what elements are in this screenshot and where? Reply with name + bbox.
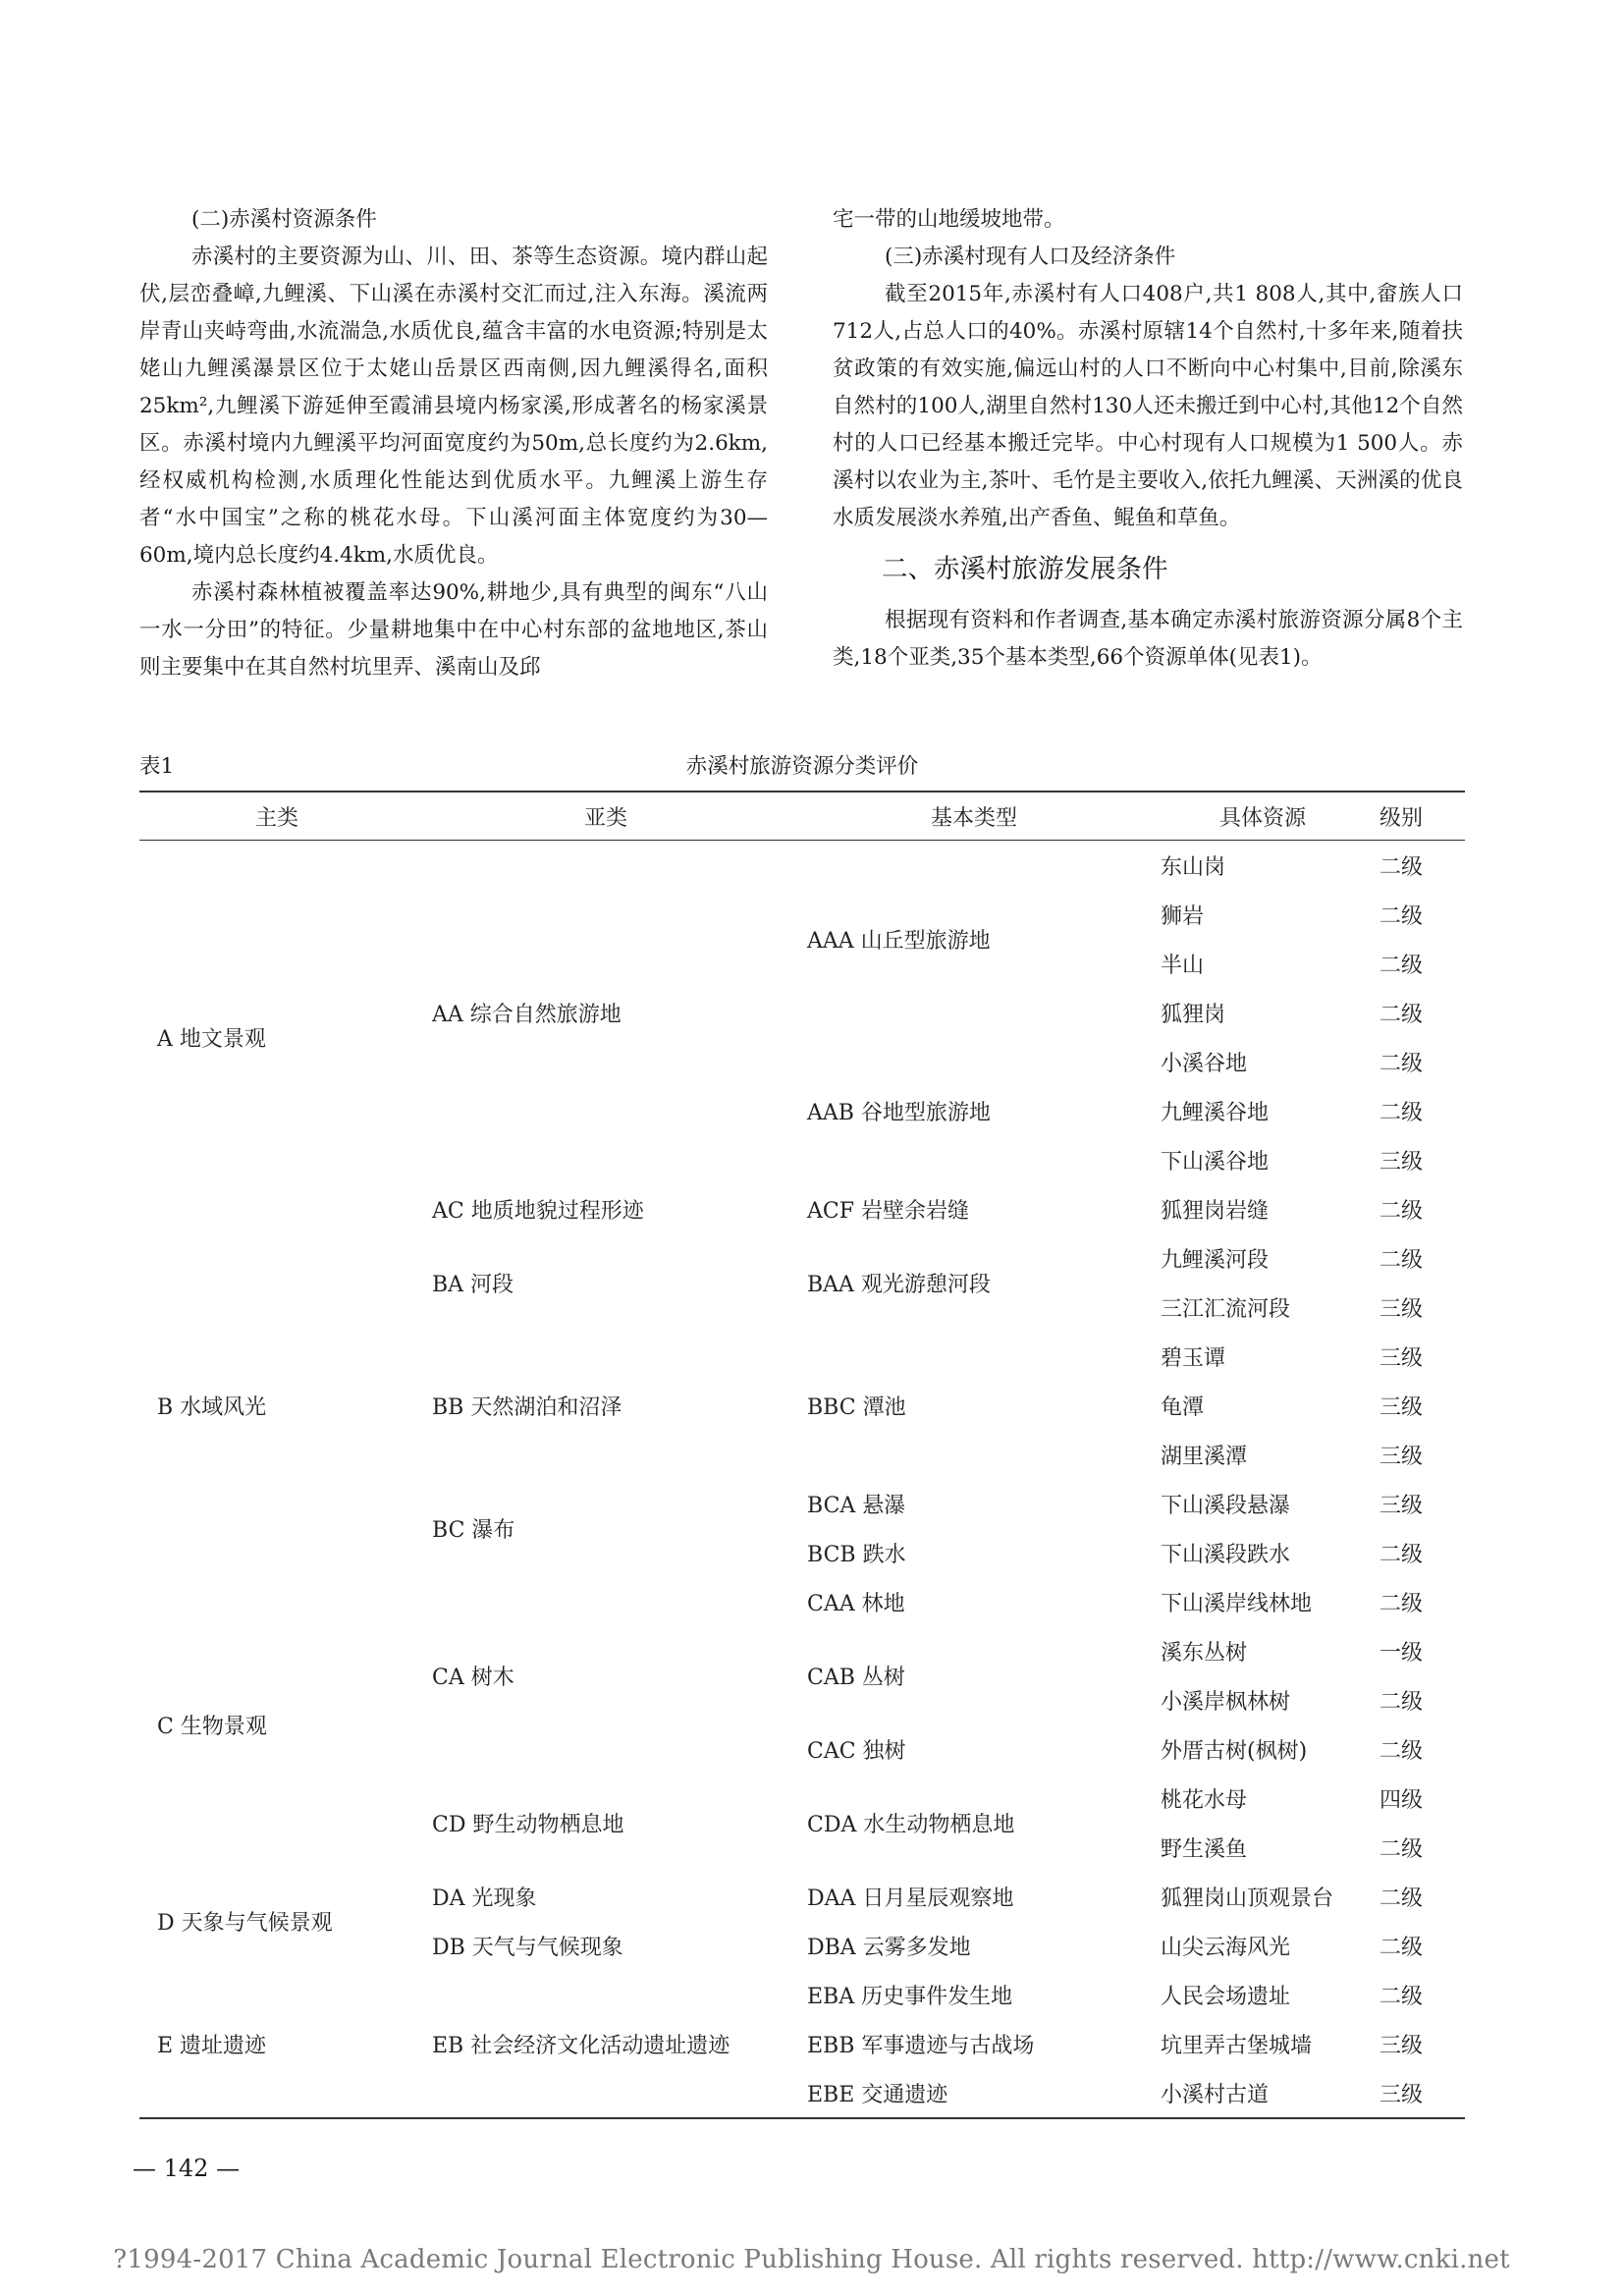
sub-category-cell: BB 天然湖泊和沼泽 [432, 1394, 622, 1420]
level-cell: 三级 [1379, 2033, 1423, 2058]
header-sub-category: 亚类 [414, 792, 797, 841]
basic-type-cell: EBA 历史事件发生地 [807, 1984, 1013, 2009]
resource-cell: 半山 [1161, 953, 1205, 978]
sub-category-cell: EB 社会经济文化活动遗址遗迹 [432, 2033, 730, 2058]
basic-type-cell: BBC 潭池 [807, 1394, 906, 1420]
page-number: — 142 — [133, 2155, 241, 2182]
basic-type-cell: AAA 山丘型旅游地 [807, 928, 991, 954]
level-cell: 三级 [1379, 2082, 1423, 2107]
basic-type-cell: CAA 林地 [807, 1591, 905, 1616]
header-level: 级别 [1337, 792, 1465, 841]
level-cell: 二级 [1379, 1198, 1423, 1224]
resource-cell: 桃花水母 [1161, 1787, 1248, 1813]
basic-type-cell: DAA 日月星辰观察地 [807, 1886, 1014, 1911]
paragraph-population: 截至2015年,赤溪村有人口408户,共1 808人,其中,畲族人口712人,占总人口的40%。赤溪村原辖14个自然村,十多年来,随着扶贫政策的有效实施,偏远山村的人口不断向中心村集中,目前,除溪东自然村的100人,湖里自然村130人还未搬迁到中心村,其他12个自然村的人口已经基本搬迁完毕。中心村现有人口规模为1 500人。赤溪村以农业为主,茶叶、毛竹是主要收入,依托九鲤溪、天洲溪的优良水质发展淡水养殖,出产香鱼、鲲鱼和草鱼。 [833, 282, 1463, 530]
table-caption [139, 749, 1465, 785]
basic-type-cell: CAC 独树 [807, 1738, 906, 1764]
right-column [833, 201, 1463, 677]
level-cell: 三级 [1379, 1493, 1423, 1518]
main-category-cell: A 地文景观 [157, 1026, 266, 1052]
basic-type-cell: BCA 悬瀑 [807, 1493, 906, 1518]
level-cell: 二级 [1379, 1984, 1423, 2009]
resource-cell: 下山溪谷地 [1161, 1149, 1270, 1175]
section-heading-tourism: 二、赤溪村旅游发展条件 [882, 554, 1168, 584]
paragraph-tourism: 根据现有资料和作者调查,基本确定赤溪村旅游资源分属8个主类,18个亚类,35个基本类型,66个资源单体(见表1)。 [833, 608, 1463, 670]
sub-category-cell: AC 地质地貌过程形迹 [432, 1198, 644, 1224]
resource-cell: 人民会场遗址 [1161, 1984, 1291, 2009]
resource-cell: 龟潭 [1161, 1394, 1205, 1420]
table-row [139, 841, 1465, 891]
sub-category-cell: CD 野生动物栖息地 [432, 1812, 624, 1837]
main-category-cell: C 生物景观 [157, 1714, 267, 1739]
basic-type-cell: EBB 军事遗迹与古战场 [807, 2033, 1035, 2058]
resource-cell: 东山岗 [1161, 854, 1226, 880]
level-cell: 二级 [1379, 1542, 1423, 1567]
basic-type-cell: CAB 丛树 [807, 1665, 905, 1690]
sub-heading-resources: (二)赤溪村资源条件 [191, 207, 377, 232]
level-cell: 四级 [1379, 1787, 1423, 1813]
sub-category-cell: DA 光现象 [432, 1886, 537, 1911]
resource-cell: 狐狸岗岩缝 [1161, 1198, 1270, 1224]
level-cell: 三级 [1379, 1345, 1423, 1371]
basic-type-cell: ACF 岩壁余岩缝 [807, 1198, 969, 1224]
level-cell: 二级 [1379, 1591, 1423, 1616]
resource-cell: 碧玉谭 [1161, 1345, 1226, 1371]
main-category-cell: B 水域风光 [157, 1394, 267, 1420]
paragraph-resources: 赤溪村的主要资源为山、川、田、茶等生态资源。境内群山起伏,层峦叠嶂,九鲤溪、下山溪在赤溪村交汇而过,注入东海。溪流两岸青山夹峙弯曲,水流湍急,水质优良,蕴含丰富的水电资源;特别是太姥山九鲤溪瀑景区位于太姥山岳景区西南侧,因九鲤溪得名,面积25km²,九鲤溪下游延伸至霞浦县境内杨家溪,形成著名的杨家溪景区。赤溪村境内九鲤溪平均河面宽度约为50m,总长度约为2.6km,经权威机构检测,水质理化性能达到优质水平。九鲤溪上游生存者“水中国宝”之称的桃花水母。下山溪河面主体宽度约为30—60m,境内总长度约4.4km,水质优良。 [139, 245, 768, 568]
level-cell: 二级 [1379, 1002, 1423, 1027]
resource-table [139, 791, 1465, 2119]
level-cell: 二级 [1379, 1100, 1423, 1125]
sub-category-cell: CA 树木 [432, 1665, 514, 1690]
level-cell: 二级 [1379, 1886, 1423, 1911]
basic-type-cell: CDA 水生动物栖息地 [807, 1812, 1015, 1837]
copyright-footer: ?1994-2017 China Academic Journal Electronic Publishing House. All rights reserved. http://www.cnki.net [113, 2245, 1510, 2274]
resource-cell: 坑里弄古堡城墙 [1161, 2033, 1313, 2058]
level-cell: 二级 [1379, 1738, 1423, 1764]
resource-cell: 外厝古树(枫树) [1161, 1738, 1308, 1764]
resource-cell: 湖里溪潭 [1161, 1444, 1248, 1469]
level-cell: 二级 [1379, 1935, 1423, 1960]
basic-type-cell: AAB 谷地型旅游地 [807, 1100, 991, 1125]
resource-cell: 山尖云海风光 [1161, 1935, 1291, 1960]
resource-cell: 狐狸岗山顶观景台 [1161, 1886, 1334, 1911]
level-cell: 二级 [1379, 1051, 1423, 1076]
table-row [139, 1970, 1465, 2019]
sub-category-cell: AA 综合自然旅游地 [432, 1002, 622, 1027]
main-category-cell: E 遗址遗迹 [157, 2033, 267, 2058]
header-resource: 具体资源 [1151, 792, 1337, 841]
level-cell: 三级 [1379, 1444, 1423, 1469]
table-row [139, 1577, 1465, 1626]
basic-type-cell: EBE 交通遗迹 [807, 2082, 948, 2107]
header-basic-type: 基本类型 [797, 792, 1151, 841]
basic-type-cell: DBA 云雾多发地 [807, 1935, 971, 1960]
paragraph-forest-continued: 宅一带的山地缓坡地带。 [833, 207, 1065, 232]
resource-cell: 三江汇流河段 [1161, 1296, 1291, 1322]
level-cell: 三级 [1379, 1394, 1423, 1420]
resource-cell: 狮岩 [1161, 903, 1205, 929]
table-row [139, 1233, 1465, 1283]
left-column [139, 201, 768, 686]
resource-cell: 小溪村古道 [1161, 2082, 1270, 2107]
table-row [139, 1872, 1465, 1921]
resource-cell: 溪东丛树 [1161, 1640, 1248, 1666]
sub-category-cell: BA 河段 [432, 1272, 514, 1297]
resource-cell: 野生溪鱼 [1161, 1836, 1248, 1862]
resource-cell: 下山溪岸线林地 [1161, 1591, 1313, 1616]
sub-category-cell: BC 瀑布 [432, 1517, 515, 1543]
resource-cell: 九鲤溪谷地 [1161, 1100, 1270, 1125]
paragraph-forest: 赤溪村森林植被覆盖率达90%,耕地少,具有典型的闽东“八山一水一分田”的特征。少量耕地集中在中心村东部的盆地地区,茶山则主要集中在其自然村坑里弄、溪南山及邱 [139, 580, 768, 680]
table-title: 赤溪村旅游资源分类评价 [685, 754, 919, 779]
basic-type-cell: BCB 跌水 [807, 1542, 906, 1567]
level-cell: 二级 [1379, 854, 1423, 880]
main-category-cell: D 天象与气候景观 [157, 1910, 333, 1936]
resource-cell: 狐狸岗 [1161, 1002, 1226, 1027]
level-cell: 二级 [1379, 1836, 1423, 1862]
table-number: 表1 [139, 754, 175, 779]
resource-cell: 小溪谷地 [1161, 1051, 1248, 1076]
table-header-row [139, 792, 1465, 841]
level-cell: 二级 [1379, 1247, 1423, 1273]
resource-cell: 小溪岸枫林树 [1161, 1689, 1291, 1715]
resource-cell: 九鲤溪河段 [1161, 1247, 1270, 1273]
resource-cell: 下山溪段悬瀑 [1161, 1493, 1291, 1518]
level-cell: 二级 [1379, 903, 1423, 929]
level-cell: 二级 [1379, 1689, 1423, 1715]
basic-type-cell: BAA 观光游憩河段 [807, 1272, 991, 1297]
level-cell: 三级 [1379, 1296, 1423, 1322]
level-cell: 二级 [1379, 953, 1423, 978]
level-cell: 三级 [1379, 1149, 1423, 1175]
sub-heading-population: (三)赤溪村现有人口及经济条件 [885, 245, 1176, 269]
level-cell: 一级 [1379, 1640, 1423, 1666]
sub-category-cell: DB 天气与气候现象 [432, 1935, 623, 1960]
resource-cell: 下山溪段跌水 [1161, 1542, 1291, 1567]
header-main-category: 主类 [139, 792, 414, 841]
